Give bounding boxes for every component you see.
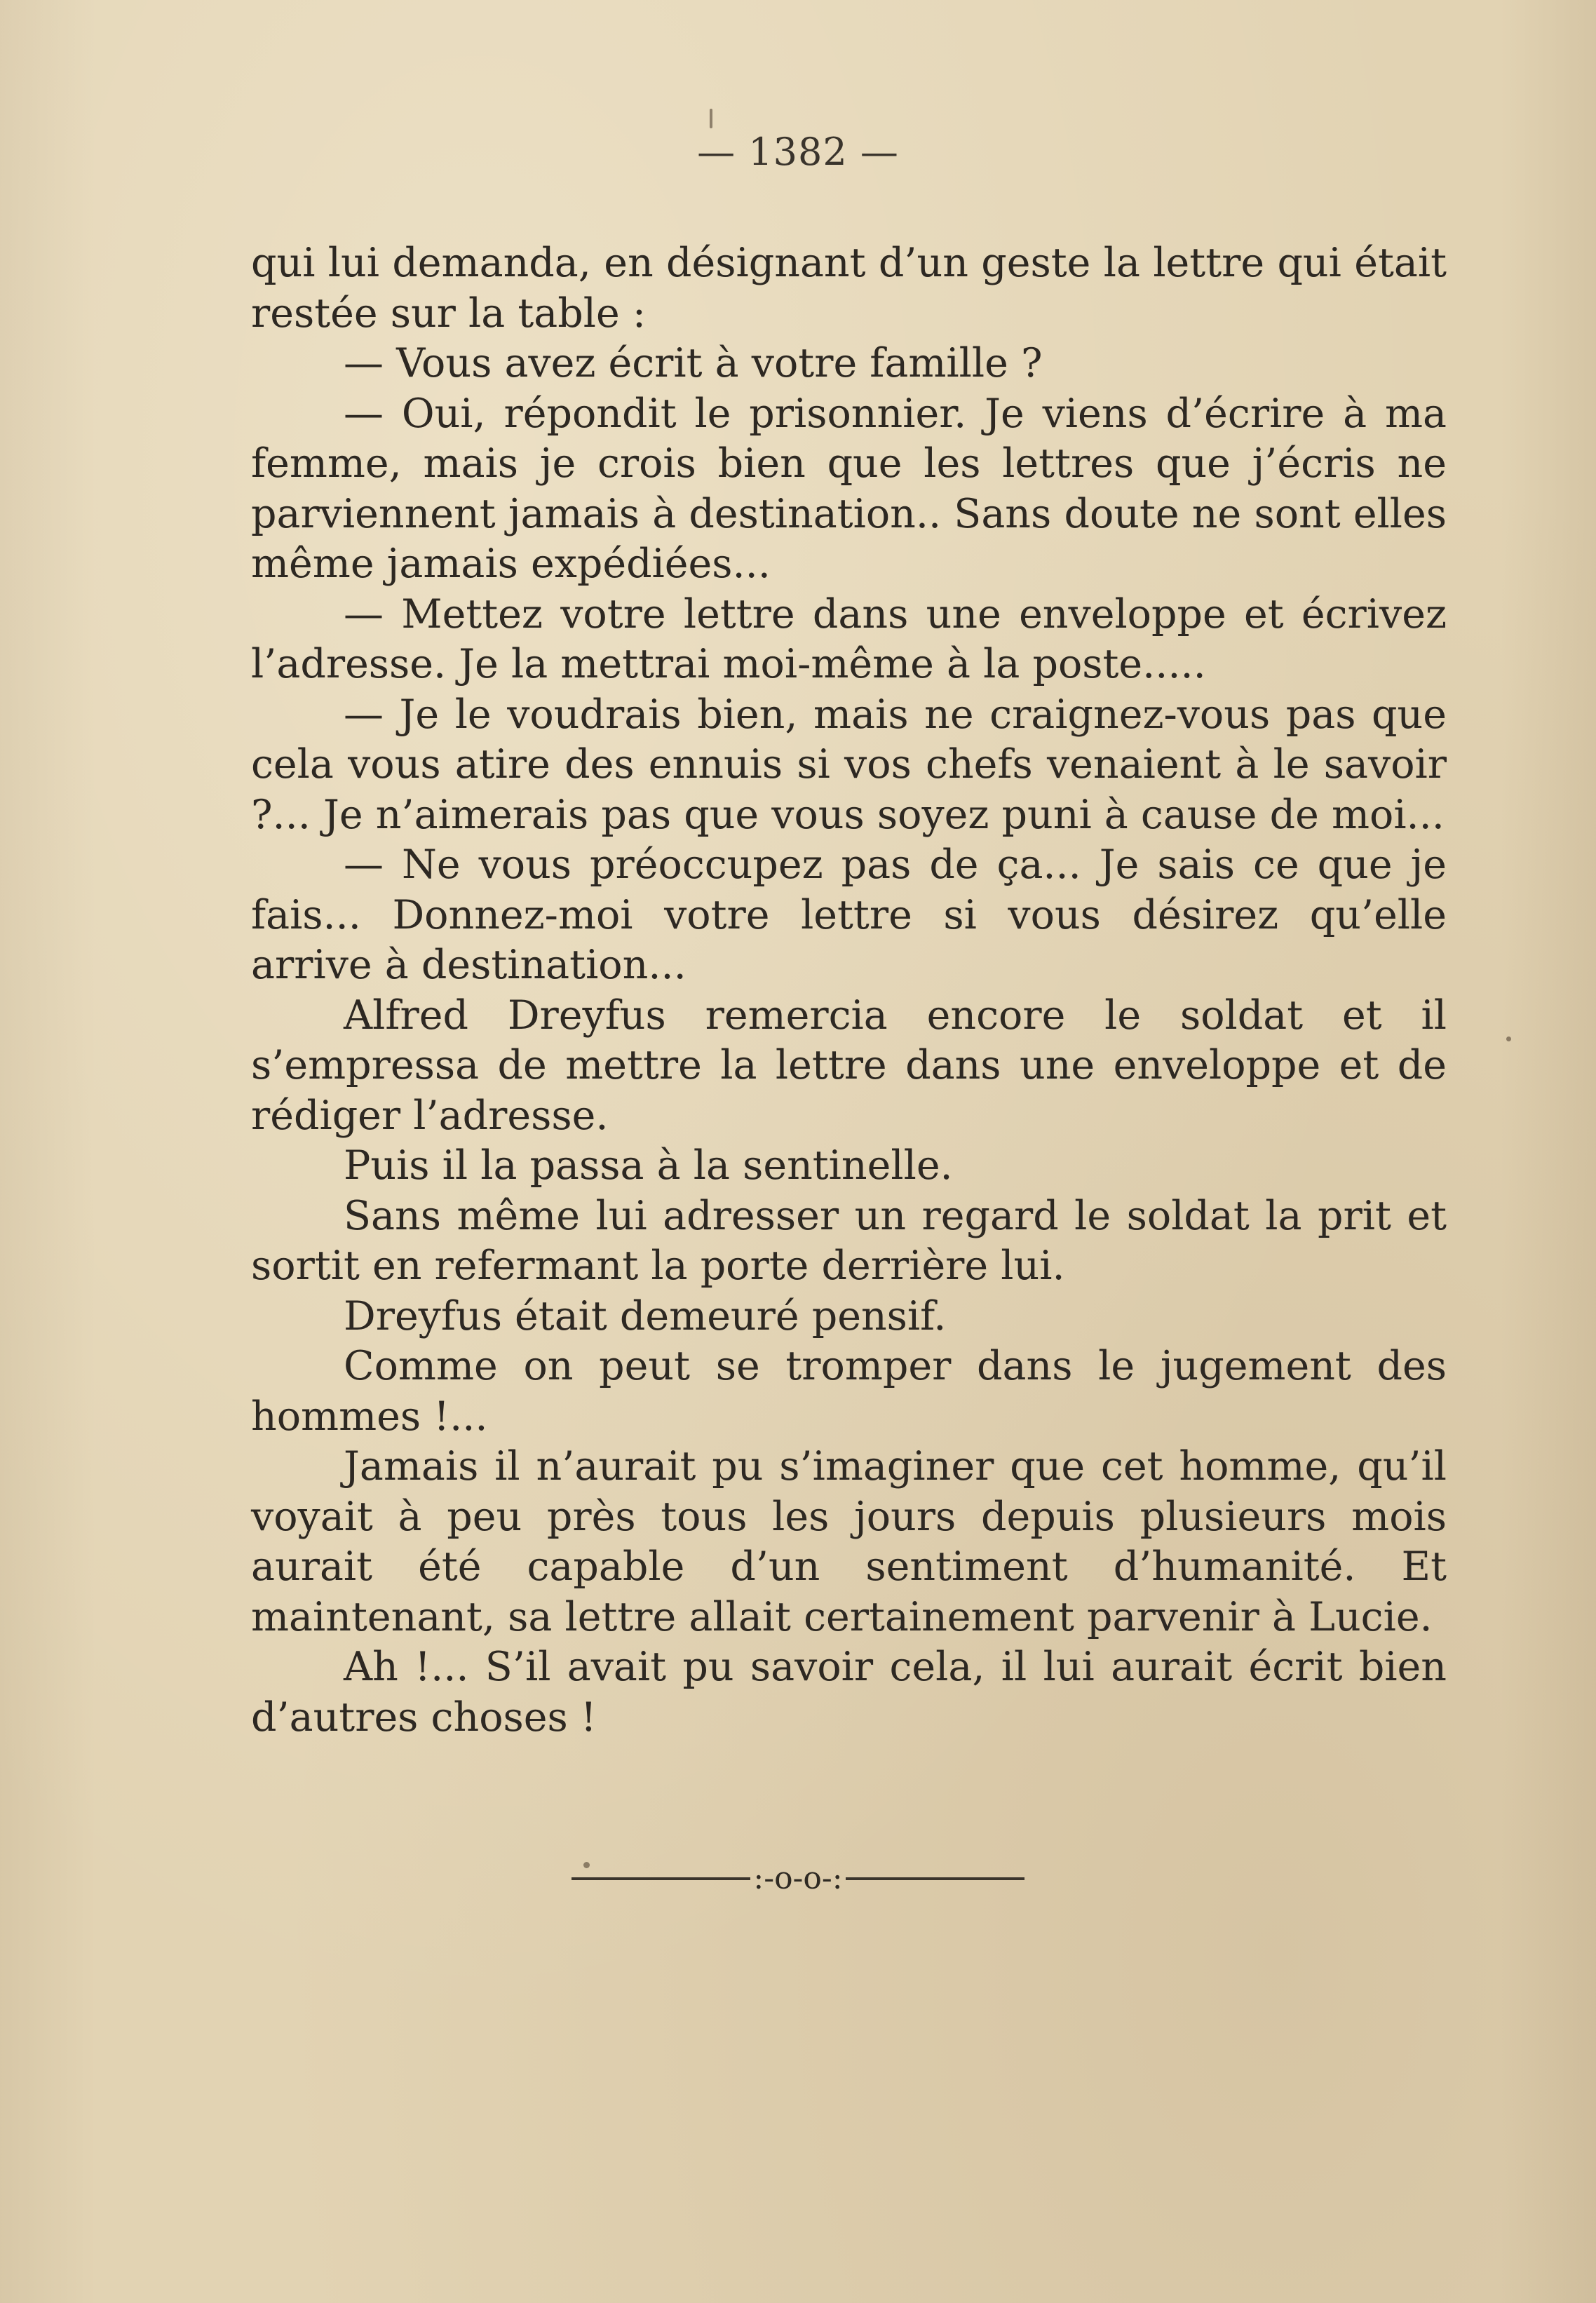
paragraph: Sans même lui adresser un regard le soldat la prit et sortit en refermant la porte derrière lui. — [251, 1192, 1447, 1289]
paragraph: Puis il la passa à la sentinelle. — [344, 1142, 953, 1189]
dialogue-line: — Ne vous préoccupez pas de ça... Je sais ce que je fais... Donnez-moi votre lettre si vous désirez qu’elle arrive à destination... — [251, 842, 1447, 988]
paper-speck — [583, 1862, 590, 1868]
dialogue-line: — Mettez votre lettre dans une enveloppe et écrivez l’adresse. Je la mettrai moi-même à la poste..... — [251, 590, 1447, 687]
dialogue-line: — Oui, répondit le prisonnier. Je viens d’écrire à ma femme, mais je crois bien que les lettres que j’écris ne parviennent jamais à destination.. Sans doute ne sont elles même jamais expédiées... — [251, 390, 1447, 587]
body-text — [251, 238, 1447, 1743]
separator-ornament: :-o-o-: — [753, 1860, 843, 1896]
separator-rule-left — [572, 1877, 750, 1880]
dialogue-line: — Je le voudrais bien, mais ne craignez-vous pas que cela vous atire des ennuis si vos chefs venaient à le savoir ?... Je n’aimerais pas que vous soyez puni à cause de moi... — [251, 691, 1447, 838]
paragraph: Ah !... S’il avait pu savoir cela, il lui aurait écrit bien d’autres choses ! — [251, 1644, 1447, 1741]
paragraph: Comme on peut se tromper dans le jugement des hommes !... — [251, 1343, 1447, 1440]
paragraph-continuation: qui lui demanda, en désignant d’un geste la lettre qui était restée sur la table : — [251, 240, 1447, 337]
paragraph: Dreyfus était demeuré pensif. — [344, 1292, 947, 1339]
paper-speck — [1506, 1036, 1511, 1041]
paragraph: Jamais il n’aurait pu s’imaginer que cet homme, qu’il voyait à peu près tous les jours depuis plusieurs mois aurait été capable d’un sentiment d’humanité. Et maintenant, sa lettre allait certainement parvenir à Lucie. — [251, 1443, 1447, 1640]
section-separator — [0, 1858, 1596, 1896]
separator-rule-right — [846, 1877, 1024, 1880]
paper-speck — [710, 109, 712, 128]
dialogue-line: — Vous avez écrit à votre famille ? — [344, 340, 1043, 386]
page-number: — 1382 — — [697, 130, 899, 174]
paragraph: Alfred Dreyfus remercia encore le soldat et il s’empressa de mettre la lettre dans une enveloppe et de rédiger l’adresse. — [251, 992, 1447, 1139]
